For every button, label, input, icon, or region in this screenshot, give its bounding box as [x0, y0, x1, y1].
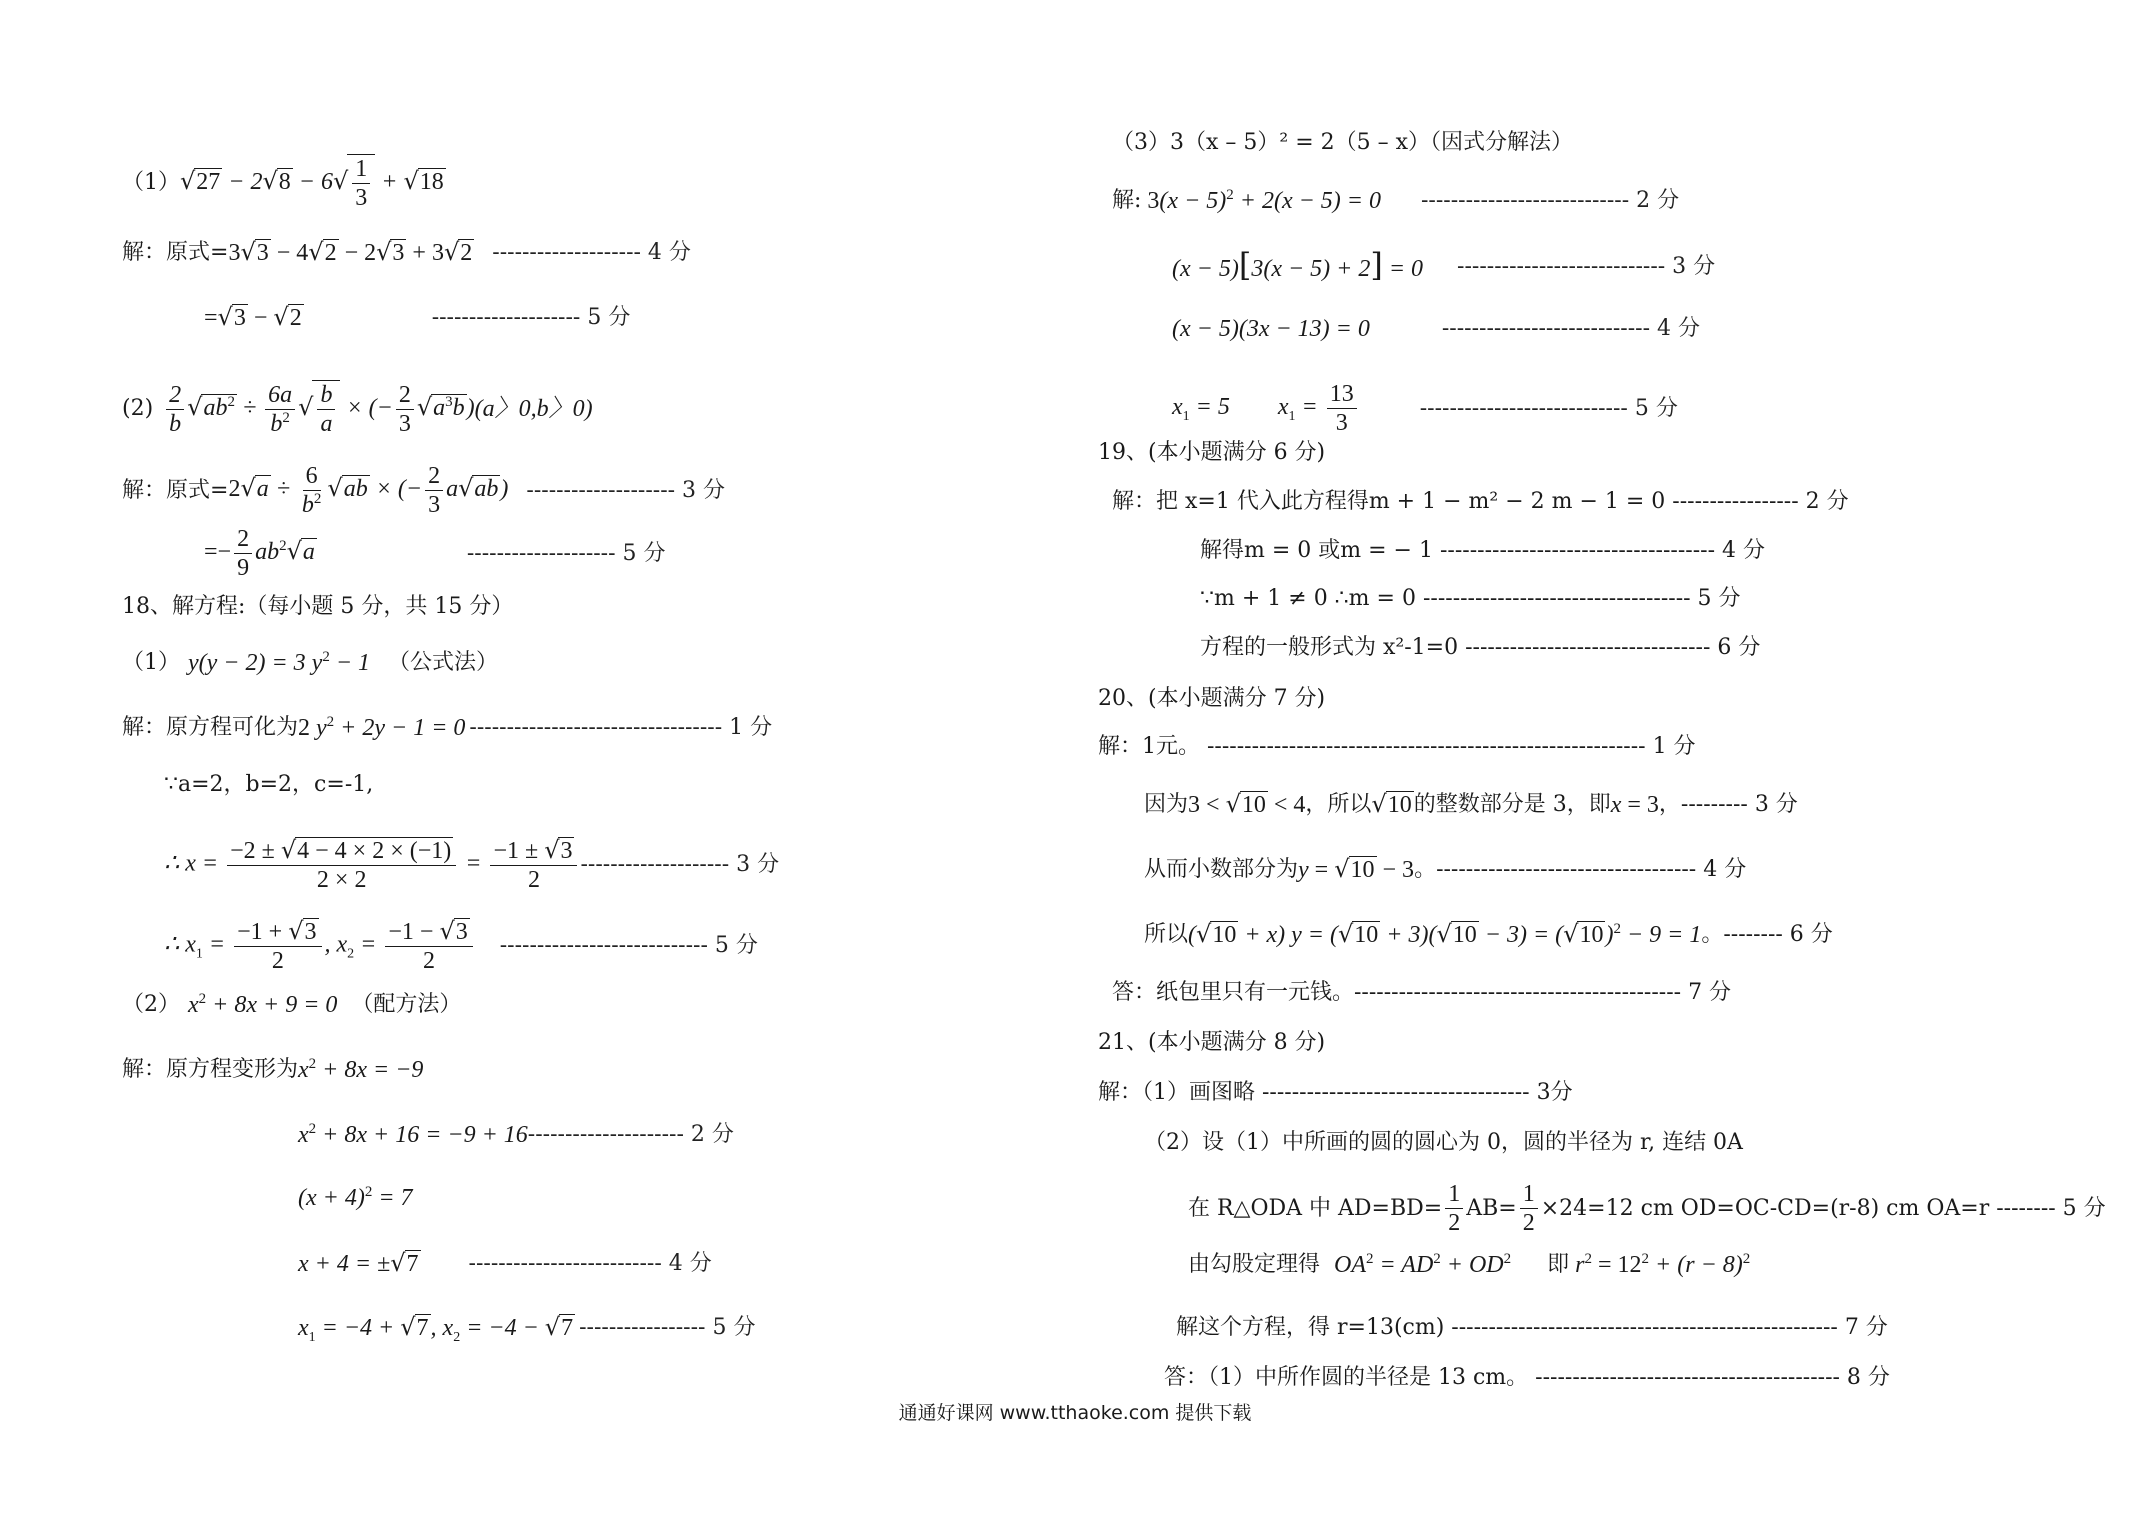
question-19-line-3: ∵m + 1 ≠ 0 ∴m = 0 ------------------------------------ 5 分: [1200, 586, 1741, 611]
score-mark: -------------------------- 4 分: [468, 1250, 712, 1276]
question-18-3-step-4: $x_1 = 5$ $x_1$ = $\frac{13}{3}$ ---------------------------- 5 分: [1172, 381, 1678, 436]
question-21-line-3: 在 R△ODA 中 AD=BD= $\frac{1}{2}$ AB= $\frac{1}{2}$ ×24=12 cm OD=OC-CD=(r-8) cm OA=r -------- 5 分: [1188, 1181, 2106, 1236]
question-18-2-step-4: x + 4 = ±√7 -------------------------- 4 分: [298, 1249, 712, 1277]
question-21-title: 21、(本小题满分 8 分): [1098, 1030, 1326, 1055]
question-19-line-4: 方程的一般形式为 x²-1=0 --------------------------------- 6 分: [1200, 635, 1761, 660]
problem-2-step-1: 解：原式= 2√a ÷ $\frac{6}{b^2}$ √ab × (− $\frac{2}{3}$ a√ab) -------------------- 3 分: [122, 463, 726, 518]
question-20-line-2: 因为 3 < √10 < 4 ，所以 √10 的整数部分是 3，即 x = 3 ，--------- 3 分: [1144, 790, 1798, 818]
footer-source-text: 通通好课网 www.tthaoke.com 提供下载: [898, 1402, 1252, 1424]
question-21-line-1: 解：（1）画图略 ------------------------------------ 3分: [1098, 1080, 1573, 1105]
question-19-title: 19、(本小题满分 6 分): [1098, 440, 1326, 465]
problem-1-step-1: 解：原式= 3√3 − 4√2 − 2√3 + 3√2 -------------------- 4 分: [122, 238, 691, 266]
question-18-2: （2） $x^2 + 8x + 9 = 0$ （配方法）: [122, 991, 462, 1018]
score-mark: -------------------- 5 分: [466, 540, 666, 566]
question-20-line-5: 答：纸包里只有一元钱。-------------------------------------------- 7 分: [1112, 980, 1732, 1005]
score-mark: -------------------- 3 分: [580, 852, 780, 877]
question-19-line-2: 解得m = 0 或m = − 1 ------------------------------------- 4 分: [1200, 538, 1765, 563]
question-18-1-step-1: 解：原方程可化为 2 $y^2 + 2y - 1 = 0$ ---------------------------------- 1 分: [122, 714, 773, 741]
score-mark: ---------------------------- 4 分: [1441, 316, 1700, 341]
score-mark: --------------------- 2 分: [527, 1122, 734, 1147]
score-mark: ----------------- 5 分: [579, 1314, 756, 1340]
question-18-1-step-2: ∴ x = $\frac{-2 \pm √4 - 4 \times 2 \times (-1)}{2 \times 2}$ = $\frac{-1 \pm √3}{2}$ -------------------- 3 分: [164, 836, 780, 893]
question-18-3-step-3: (x − 5)(3x − 13) = 0 ---------------------------- 4 分: [1172, 316, 1700, 342]
question-21-line-5: 解这个方程，得 r=13(cm) ---------------------------------------------------- 7 分: [1176, 1315, 1888, 1340]
problem-2: (2) $\frac{2}{b}$ $√ab^2$ ÷ $\frac{6a}{b^2}$ √ $\frac{b}{a}$ × (− $\frac{2}{3}$ $√a^3b$) (a〉0,b〉0): [122, 382, 593, 437]
question-20-line-4: 所以 (√10 + x) $y = (√10 + 3)(√10 - 3) = (√10)^2 - 9 = 1$ 。-------- 6 分: [1144, 920, 1833, 948]
score-mark: ---------------------------- 3 分: [1457, 254, 1716, 279]
problem-1-label: （1）: [122, 170, 180, 195]
problem-2-step-2: =− $\frac{2}{9}$ $ab^2√a$ -------------------- 5 分: [204, 526, 666, 581]
score-mark: ---------------------------- 5 分: [1419, 395, 1678, 421]
question-20-title: 20、(本小题满分 7 分): [1098, 686, 1326, 711]
question-20-line-3: 从而小数部分为 y = √10 − 3 。----------------------------------- 4 分: [1144, 855, 1747, 883]
question-18-1: （1） y(y − 2) = 3 $y^2 - 1$ （公式法）: [122, 649, 499, 676]
question-19-line-1: 解：把 x=1 代入此方程得m + 1 − m² − 2 m − 1 = 0 ----------------- 2 分: [1112, 489, 1849, 514]
question-18-1-abc: ∵a=2，b=2，c=-1,: [164, 772, 374, 797]
question-18-2-step-5: $x_1 = -4 + √7$, $x_2 = -4 - √7$ ----------------- 5 分: [298, 1313, 756, 1345]
score-mark: ---------------------------- 5 分: [499, 933, 758, 958]
question-20-line-1: 解：1元。 ----------------------------------------------------------- 1 分: [1098, 734, 1696, 759]
question-18-3-step-2: (x − 5)[3(x − 5) + 2] = 0 ---------------------------- 3 分: [1172, 246, 1716, 284]
problem-1-step-2: =√3 − √2 -------------------- 5 分: [204, 303, 631, 331]
question-18-3: （3）3（x – 5）² = 2（5 – x）（因式分解法）: [1112, 130, 1574, 155]
problem-1-expr: √27 − 2√8 − 6√ $\frac{1}{3}$ + √18: [180, 156, 444, 211]
score-mark: -------------------- 3 分: [526, 477, 726, 503]
question-18-2-step-1: 解：原方程变形为 $x^2 + 8x = -9$: [122, 1056, 424, 1083]
score-mark: -------------------- 4 分: [492, 239, 691, 265]
question-21-line-4: 由勾股定理得 $OA^2 = AD^2 + OD^2$ 即 $r^2 = 12^2 + (r - 8)^2$: [1188, 1251, 1751, 1278]
score-mark: ---------------------------- 2 分: [1421, 188, 1680, 213]
question-18-3-step-1: 解: $3(x - 5)^2 + 2(x - 5) = 0$ ---------------------------- 2 分: [1112, 187, 1680, 214]
score-mark: ---------------------------------- 1 分: [469, 715, 773, 740]
question-18-2-step-3: $(x + 4)^2 = 7$: [298, 1184, 413, 1211]
question-18-1-step-3: ∴ $x_1$ = $\frac{-1 + √3}{2}$ , $x_2$ = $\frac{-1 - √3}{2}$ ---------------------------- 5 分: [164, 917, 758, 974]
problem-1: [122, 154, 446, 212]
question-21-line-2: （2）设（1）中所画的圆的圆心为 0，圆的半径为 r, 连结 0A: [1144, 1130, 1743, 1155]
question-18-2-step-2: $x^2 + 8x + 16 = -9 + 16$ --------------------- 2 分: [298, 1121, 734, 1148]
question-21-line-6: 答：（1）中所作圆的半径是 13 cm。 ----------------------------------------- 8 分: [1164, 1365, 1890, 1390]
question-18-title: 18、解方程:（每小题 5 分，共 15 分）: [122, 594, 514, 619]
score-mark: -------------------- 5 分: [431, 304, 631, 330]
